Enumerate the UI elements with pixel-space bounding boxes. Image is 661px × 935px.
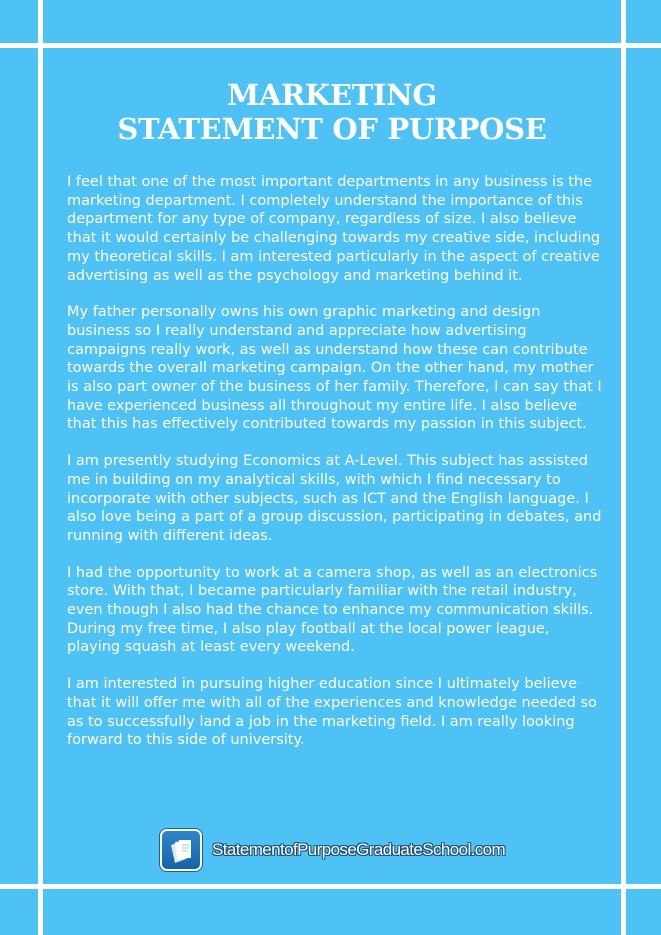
statement-body (67, 173, 603, 768)
paragraph-1: I feel that one of the most important departments in any business is the marketing department. I completely understand the importance of this department for any type of company, regardless of size. I also believe that it would certainly be challenging towards my creative side, including my theoretical skills. I am interested particularly in the aspect of creative advertising as well as the psychology and marketing behind it. (67, 174, 601, 284)
frame-line-top (0, 43, 661, 48)
site-name: StatementofPurposeGraduateSchool.com (212, 840, 506, 859)
frame-line-right (621, 0, 626, 935)
paragraph-5: I am interested in pursuing higher education since I ultimately believe that it will offer me with all of the experiences and knowledge needed so as to successfully land a job in the marketing field. I am really looking forward to this side of university. (67, 676, 597, 749)
title-line-1: MARKETING (227, 78, 437, 112)
paragraph-4: I had the opportunity to work at a camera shop, as well as an electronics store. With that, I became particularly familiar with the retail industry, even though I also had the chance to enhance my communication skills. During my free time, I also play football at the local power league, playing squash at least every weekend. (67, 564, 598, 656)
page-title (43, 78, 621, 146)
paragraph-3: I am presently studying Economics at A-Level. This subject has assisted me in building on my analytical skills, with which I find necessary to incorporate with other subjects, such as ICT and the English language. I also love being a part of a group discussion, participating in debates, and running with different ideas. (67, 453, 602, 544)
frame-line-bottom (0, 884, 661, 889)
site-logo[interactable] (160, 827, 505, 873)
title-line-2: STATEMENT OF PURPOSE (117, 112, 547, 146)
paragraph-2: My father personally owns his own graphic marketing and design business so I really understand and appreciate how advertising campaigns really work, as well as understand how these can contribute towards the overall marketing campaign. On the other hand, my mother is also part owner of the business of her family. Therefore, I can say that I have experienced business all throughout my entire life. I also believe that this has effectively contributed towards my passion in this subject. (67, 304, 602, 433)
documents-icon (160, 829, 202, 871)
